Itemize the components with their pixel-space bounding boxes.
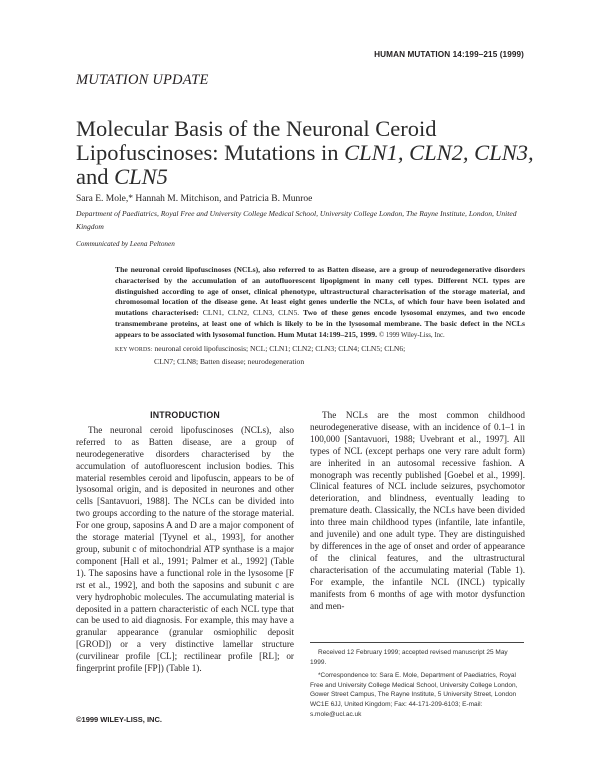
right-column-paragraph: The NCLs are the most common childhood neurodegenerative disease, with an incidence of 0.1–1 in 100,000 [Santavuori, 1988; Uvebrant et al., 1997]. All types of NCL (except perhaps one very rare adult form) are inherited in an autosomal recessive fashion. A monograph was recently published [Goebel et al., 1999]. Clinical features of NCL include seizures, psychomotor deterioration, and blindness, eventually leading to premature death. Classically, the NCLs have been divided into three main childhood types (infantile, late infantile, and juvenile) and one adult type. They are distinguished by differences in the age of onset and order of appearance of the clinical features, and the ultrastructural characterisation of the accumulating material (Table 1). For example, the infantile NCL (INCL) typically manifests from 6 months of age with motor dysfunction and men- xyxy=(310,410,525,611)
affiliation: Department of Paediatrics, Royal Free and University College Medical School, University College London, The Rayne Institute, London, United Kingdom xyxy=(76,209,517,231)
introduction-heading: INTRODUCTION xyxy=(150,410,220,420)
abstract-part1: The neuronal ceroid lipofuscinoses (NCLs), also referred to as Batten disease, are a group of neurodegenerative disorders characterised by the accumulation of an autofluorescent lipopigment in many cell types. Different NCL types are distinguished according to age of onset, clinical phenotype, ultrastructural characterisation of the storage material, and chromosomal location of the disease gene. At least eight genes underlie the NCLs, of which four have been isolated and mutations characterised: xyxy=(115,265,525,318)
keywords-label: KEY WORDS: xyxy=(115,347,153,353)
title-plain: Molecular Basis of the Neuronal Ceroid Lipofuscinoses: Mutations in xyxy=(76,116,437,165)
title-and: and xyxy=(76,164,115,189)
section-label: MUTATION UPDATE xyxy=(76,72,209,88)
left-column xyxy=(76,410,294,675)
keywords-line1: neuronal ceroid lipofuscinosis; NCL; CLN1; CLN2; CLN3; CLN4; CLN5; CLN6; xyxy=(154,344,406,353)
title-last-gene: CLN5 xyxy=(114,164,168,189)
right-column xyxy=(310,410,525,612)
abstract-genes: CLN1, CLN2, CLN3, CLN5. xyxy=(202,308,300,318)
abstract xyxy=(115,265,525,342)
abstract-part2: Two of these genes encode lysosomal enzymes, and two encode transmembrane proteins, at least one of which is likely to be in the lysosomal membrane. The basic defect in the NCLs appears to be associated with lysosomal function. Hum Mutat 14:199–215, 1999. xyxy=(115,308,525,339)
keywords xyxy=(115,343,525,367)
authors: Sara E. Mole,* Hannah M. Mitchison, and Patricia B. Munroe xyxy=(76,194,313,204)
journal-citation: HUMAN MUTATION 14:199–215 (1999) xyxy=(374,50,524,59)
title-genes: CLN1, CLN2, CLN3, xyxy=(344,140,534,165)
correspondence-note: *Correspondence to: Sara E. Mole, Department of Paediatrics, Royal Free and University College Medical School, University College London, Gower Street Campus, The Rayne Institute, 5 University Street, London WC1E 6JJ, United Kingdom; Fax: 44-171-209-6103; E-mail: s.mole@ucl.ac.uk xyxy=(310,672,518,718)
article-title xyxy=(76,117,536,189)
abstract-copyright: © 1999 Wiley-Liss, Inc. xyxy=(378,331,445,339)
publisher-copyright: ©1999 WILEY-LISS, INC. xyxy=(76,715,162,724)
communicated-by: Communicated by Leena Peltonen xyxy=(76,240,175,248)
keywords-line2: CLN7; CLN8; Batten disease; neurodegeneration xyxy=(154,357,305,366)
received-note: Received 12 February 1999; accepted revised manuscript 25 May 1999. xyxy=(310,649,508,666)
introduction-paragraph: The neuronal ceroid lipofuscinoses (NCLs), also referred to as Batten disease, are a group of neurodegenerative disorders characterised by the accumulation of autofluorescent inclusion bodies. This material resembles ceroid and lipofuscin, appears to be of lysosomal origin, and is deposited in neurones and other cells [Santavuori, 1988]. The NCLs can be divided into two groups according to the nature of the storage material. For one group, saposins A and D are a major component of the storage material [Tyynel et al., 1993], for another group, subunit c of mitochondrial ATP synthase is a major component [Hall et al., 1991; Palmer et al., 1992] (Table 1). The saposins have a functional role in the lysosome [F rst et al., 1992], and both the saposins and subunit c are very hydrophobic molecules. The accumulating material is deposited in a pattern characteristic of each NCL type that can be used to aid diagnosis. For example, this may have a granular appearance (granular osmiophilic deposit [GROD]) or a very distinctive lamellar structure (curvilinear profile [CL]; rectilinear profile [RL]; or fingerprint profile [FP]) (Table 1). xyxy=(76,424,294,674)
footnote xyxy=(310,642,524,723)
